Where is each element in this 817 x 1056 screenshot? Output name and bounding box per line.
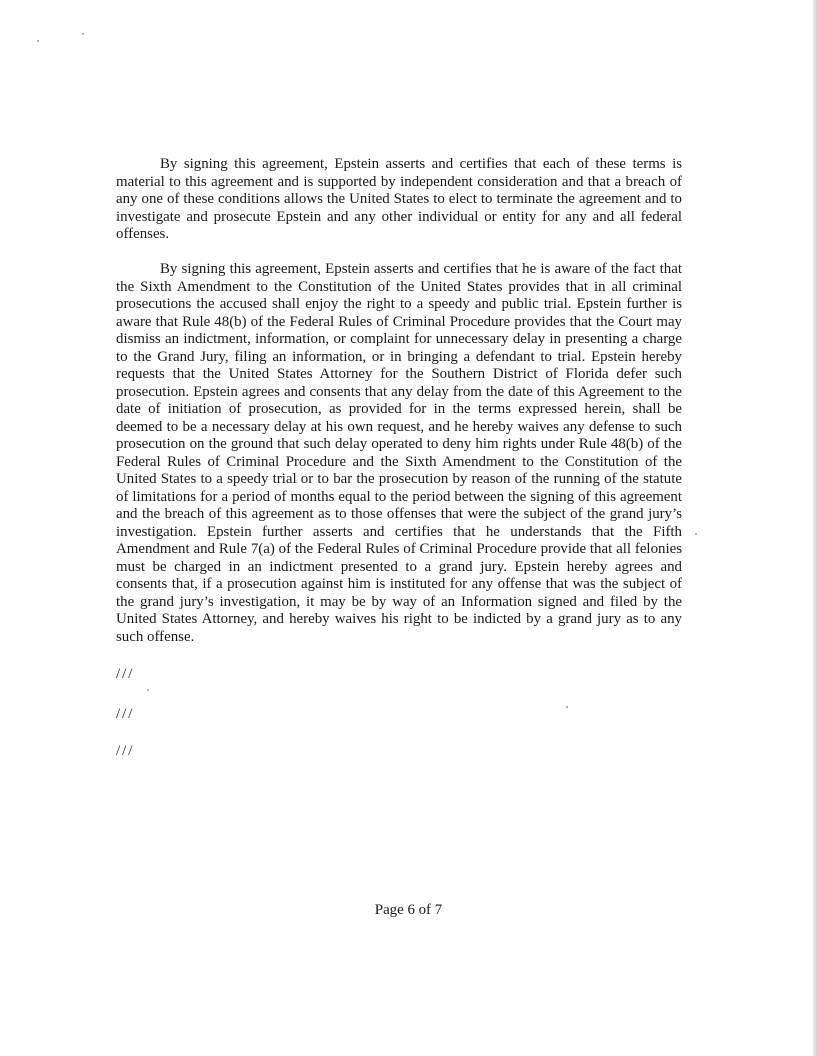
section-separator: /// [116,705,135,722]
scan-speck [695,533,697,535]
paragraph-speedy-trial-waiver: By signing this agreement, Epstein asserts and certifies that he is aware of the fact that the Sixth Amendment to the Constitution of the United States provides that in all criminal prosecutions the accused shall enjoy the right to a speedy and public trial. Epstein further is aware that Rule 48(b) of the Federal Rules of Criminal Procedure provides that the Court may dismiss an indictment, information, or complaint for unnecessary delay in presenting a charge to the Grand Jury, filing an information, or in bringing a defendant to trial. Epstein hereby requests that the United States Attorney for the Southern District of Florida defer such prosecution. Epstein agrees and consents that any delay from the date of this Agreement to the date of initiation of prosecution, as provided for in the terms expressed herein, shall be deemed to be a necessary delay at his own request, and he hereby waives any defense to such prosecution on the ground that such delay operated to deny him rights under Rule 48(b) of the Federal Rules of Criminal Procedure and the Sixth Amendment to the Constitution of the United States to a speedy trial or to bar the prosecution by reason of the running of the statute of limitations for a period of months equal to the period between the signing of this agreement and the breach of this agreement as to those offenses that were the subject of the grand jury’s investigation. Epstein further asserts and certifies that he understands that the Fifth Amendment and Rule 7(a) of the Federal Rules of Criminal Procedure provide that all felonies must be charged in an indictment presented to a grand jury. Epstein hereby agrees and consents that, if a prosecution against him is instituted for any offense that was the subject of the grand jury’s investigation, it may be by way of an Information signed and filed by the United States Attorney, and hereby waives his right to be indicted by a grand jury as to any such offense. [116,261,682,645]
section-separator: /// [116,666,135,682]
document-body [116,156,682,761]
scan-speck [37,40,39,42]
section-separator: /// [116,743,135,759]
page-number: Page 6 of 7 [374,902,443,918]
scan-speck [82,33,84,35]
scan-edge [813,0,817,1056]
paragraph-certification: By signing this agreement, Epstein asserts and certifies that each of these terms is material to this agreement and is supported by independent consideration and that a breach of any one of these conditions allows the United States to elect to terminate the agreement and to investigate and prosecute Epstein and any other individual or entity for any and all federal offenses. [116,156,682,242]
